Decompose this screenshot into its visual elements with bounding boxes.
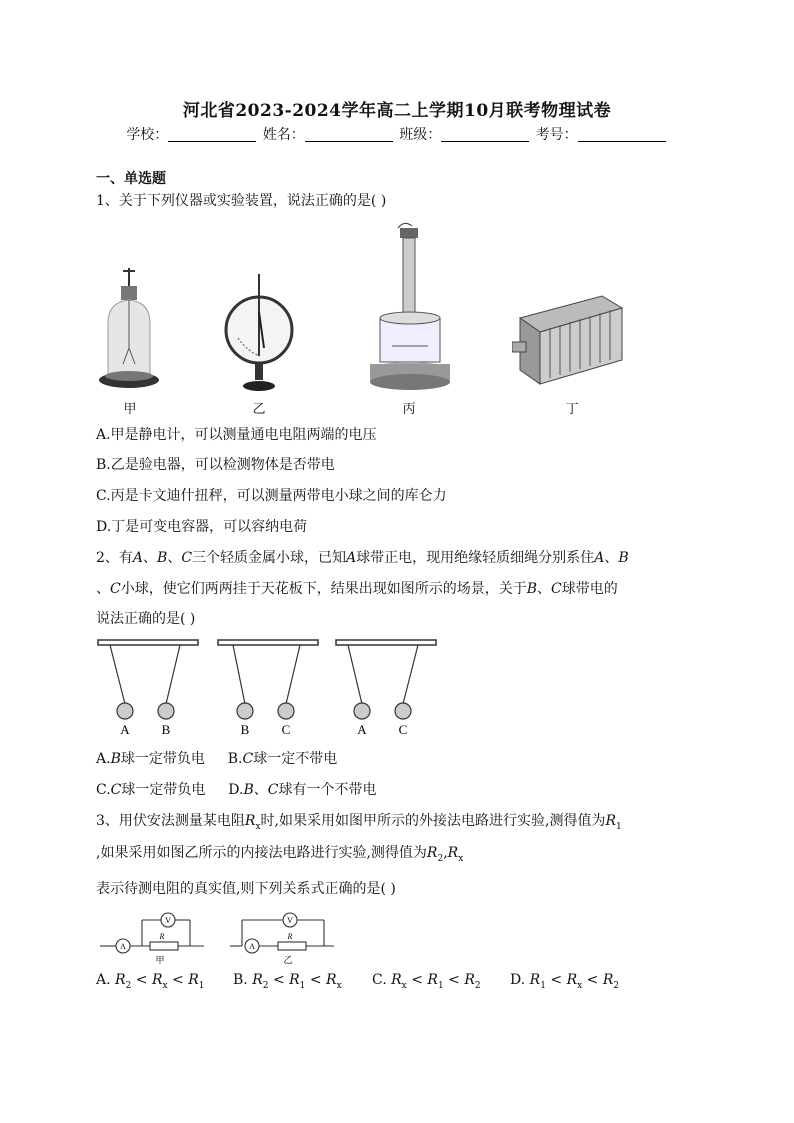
q2-options-row1 — [96, 748, 337, 768]
svg-text:V: V — [287, 916, 293, 925]
q2-option-c[interactable]: C.C球一定带负电 — [96, 782, 206, 798]
torsion-balance-image — [368, 218, 452, 394]
q2-option-a[interactable]: A.B球一定带负电 — [96, 751, 205, 767]
school-blank[interactable] — [168, 127, 256, 142]
ball-label: A — [357, 722, 367, 737]
svg-text:V: V — [165, 916, 171, 925]
caption-bing: 丙 — [402, 402, 416, 417]
q3-stem-line2: ,如果采用如图乙所示的内接法电路进行实验,测得值为$R_2,R_x$ — [96, 845, 464, 864]
ball-label: A — [120, 722, 130, 737]
q3-option-c[interactable]: C. $R_x < R_1 < R_2$ — [372, 972, 481, 991]
q1-option-d[interactable]: D.丁是可变电容器，可以容纳电荷 — [96, 519, 308, 535]
q2-stem-line1: 2、有A、B、C三个轻质金属小球，已知A球带正电，现用绝缘轻质细绳分别系住A、B — [96, 550, 629, 566]
svg-text:R: R — [159, 932, 165, 941]
svg-text:R: R — [287, 932, 293, 941]
q2-options-row2 — [96, 779, 377, 799]
q2-stem-line2: 、C小球，使它们两两挂于天花板下，结果出现如图所示的场景，关于B、C球带电的 — [96, 581, 618, 597]
caption-jia: 甲 — [123, 402, 137, 417]
svg-text:A: A — [249, 942, 255, 951]
section-heading: 一、单选题 — [96, 171, 166, 187]
exam-no-blank[interactable] — [578, 127, 666, 142]
q2-option-b[interactable]: B.C球一定不带电 — [227, 751, 338, 767]
svg-text:甲: 甲 — [155, 955, 165, 965]
variable-capacitor-image — [512, 288, 626, 390]
q1-option-c[interactable]: C.丙是卡文迪什扭秤，可以测量两带电小球之间的库仑力 — [96, 488, 447, 504]
ball-label: C — [281, 722, 291, 737]
circuit-internal — [230, 910, 338, 966]
class-label: 班级： — [399, 127, 442, 143]
q3-stem-line3: 表示待测电阻的真实值,则下列关系式正确的是( ) — [96, 881, 396, 897]
class-blank[interactable] — [441, 127, 529, 142]
name-blank[interactable] — [305, 127, 393, 142]
electrometer-image — [222, 272, 296, 394]
caption-yi: 乙 — [252, 402, 266, 417]
q3-stem-line1: 3、用伏安法测量某电阻$R_x$时,如果采用如图甲所示的外接法电路进行实验,测得值为$R_1$ — [96, 813, 622, 832]
ball-label: B — [240, 722, 250, 737]
hanging-balls-diagram — [90, 634, 450, 738]
q3-option-b[interactable]: B. $R_2 < R_1 < R_x$ — [233, 972, 342, 991]
svg-text:乙: 乙 — [283, 955, 293, 965]
electroscope-jar-image — [96, 268, 166, 394]
page-title: 河北省2023-2024学年高二上学期10月联考物理试卷 — [182, 101, 612, 121]
q1-stem: 1、关于下列仪器或实验装置，说法正确的是( ) — [96, 193, 387, 209]
q2-stem-line3: 说法正确的是( ) — [96, 611, 196, 627]
q1-option-b[interactable]: B.乙是验电器，可以检测物体是否带电 — [96, 457, 335, 473]
q2-option-d[interactable]: D.B、C球有一个不带电 — [228, 782, 377, 798]
q3-option-d[interactable]: D. $R_1 < R_x < R_2$ — [510, 972, 620, 991]
q1-option-a[interactable]: A.甲是静电计，可以测量通电电阻两端的电压 — [96, 427, 377, 443]
ball-label: B — [161, 722, 171, 737]
school-label: 学校： — [126, 127, 169, 143]
ball-label: C — [398, 722, 408, 737]
svg-text:A: A — [120, 942, 126, 951]
circuit-external — [100, 910, 208, 966]
q3-option-a[interactable]: A. $R_2 < R_x < R_1$ — [96, 972, 205, 991]
name-label: 姓名： — [262, 127, 305, 143]
caption-ding: 丁 — [565, 402, 579, 417]
exam-no-label: 考号： — [535, 127, 578, 143]
student-info — [0, 124, 794, 144]
